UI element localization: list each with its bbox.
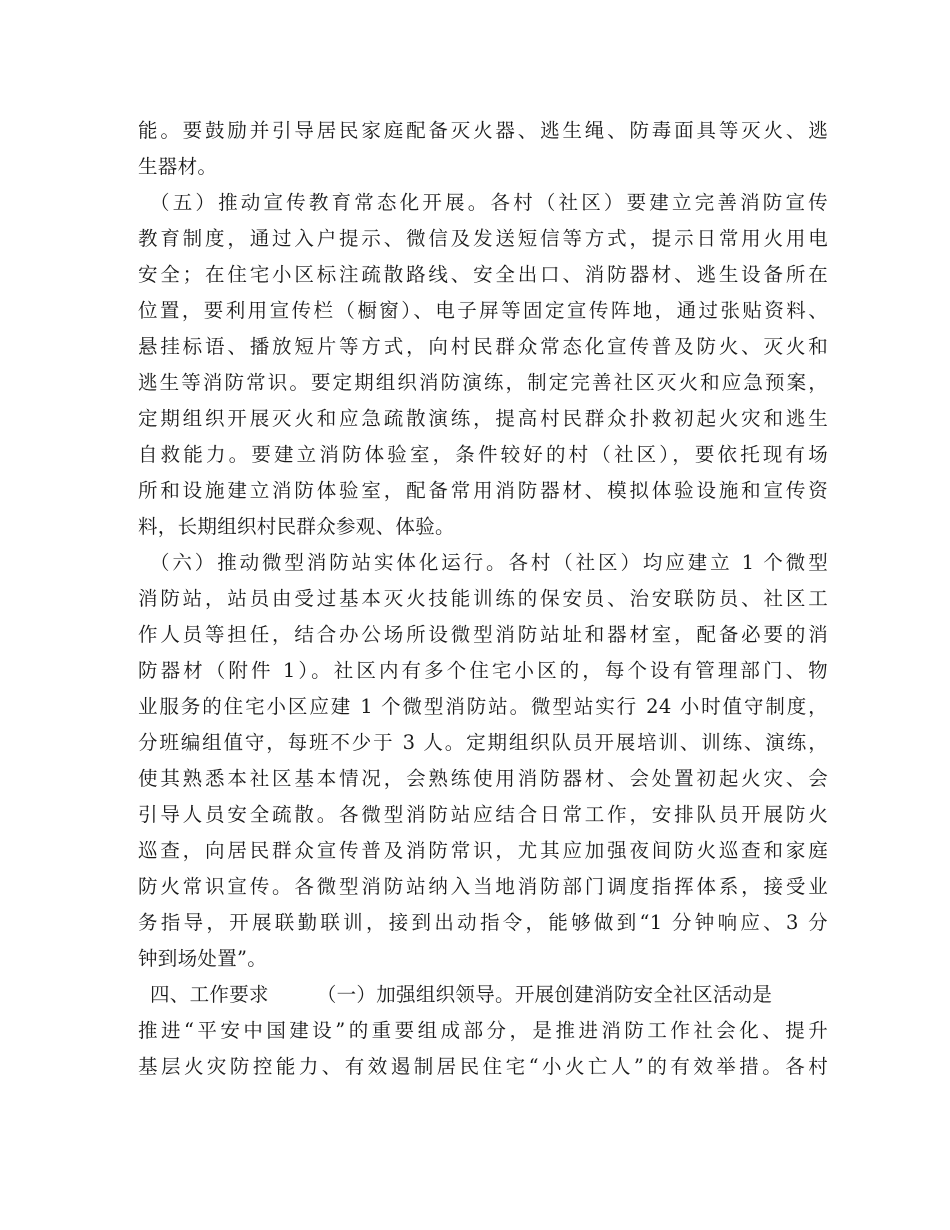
text-line: 所和设施建立消防体验室，配备常用消防器材、模拟体验设施和宣传资 <box>138 479 828 502</box>
text-line: 料，长期组织村民群众参观、体验。 <box>138 515 455 538</box>
section-heading: 四、工作要求 <box>150 983 269 1006</box>
text-line: 消防站，站员由受过基本灭火技能训练的保安员、治安联防员、社区工 <box>138 587 828 610</box>
text-line: 定期组织开展灭火和应急疏散演练，提高村民群众扑救初起火灾和逃生 <box>138 407 828 430</box>
text-line: 教育制度，通过入户提示、微信及发送短信等方式，提示日常用火用电 <box>138 227 828 250</box>
text-line: 推进“平安中国建设”的重要组成部分，是推进消防工作社会化、提升 <box>138 1019 828 1042</box>
text-line: 基层火灾防控能力、有效遏制居民住宅“小火亡人”的有效举措。各村 <box>138 1055 828 1078</box>
text-line: （五）推动宣传教育常态化开展。各村（社区）要建立完善消防宣传 <box>150 191 828 214</box>
text-segment: （一）加强组织领导。开展创建消防安全社区活动是 <box>316 983 773 1006</box>
text-line: 引导人员安全疏散。各微型消防站应结合日常工作，安排队员开展防火 <box>138 803 828 826</box>
text-line: 务指导，开展联勤联训，接到出动指令，能够做到“1 分钟响应、3 分 <box>138 911 828 934</box>
text-line: 巡查，向居民群众宣传普及消防常识，尤其应加强夜间防火巡查和家庭 <box>138 839 828 862</box>
text-line: 安全；在住宅小区标注疏散路线、安全出口、消防器材、逃生设备所在 <box>138 263 828 286</box>
text-line: 分班编组值守，每班不少于 3 人。定期组织队员开展培训、训练、演练， <box>138 731 828 754</box>
text-line: 作人员等担任，结合办公场所设微型消防站址和器材室，配备必要的消 <box>138 623 828 646</box>
paragraph-fire-equipment-end <box>138 113 828 185</box>
text-line: 自救能力。要建立消防体验室，条件较好的村（社区），要依托现有场 <box>138 443 828 466</box>
text-line: 位置，要利用宣传栏（橱窗）、电子屏等固定宣传阵地，通过张贴资料、 <box>138 299 828 322</box>
paragraph-publicity-education <box>138 185 828 545</box>
text-line: 逃生等消防常识。要定期组织消防演练，制定完善社区灭火和应急预案， <box>138 371 828 394</box>
text-line: 防火常识宣传。各微型消防站纳入当地消防部门调度指挥体系，接受业 <box>138 875 828 898</box>
text-line: 能。要鼓励并引导居民家庭配备灭火器、逃生绳、防毒面具等灭火、逃 <box>138 119 828 142</box>
document-body <box>138 113 828 1085</box>
text-line: （六）推动微型消防站实体化运行。各村（社区）均应建立 1 个微型 <box>150 551 828 574</box>
text-line: 生器材。 <box>138 155 218 178</box>
text-line: 业服务的住宅小区应建 1 个微型消防站。微型站实行 24 小时值守制度， <box>138 695 828 718</box>
text-line: 防器材（附件 1）。社区内有多个住宅小区的，每个设有管理部门、物 <box>138 659 828 682</box>
paragraph-work-requirements <box>138 977 828 1085</box>
paragraph-mini-fire-station <box>138 545 828 977</box>
text-line: 悬挂标语、播放短片等方式，向村民群众常态化宣传普及防火、灭火和 <box>138 335 828 358</box>
text-line: 钟到场处置”。 <box>138 947 268 970</box>
text-line: 使其熟悉本社区基本情况，会熟练使用消防器材、会处置初起火灾、会 <box>138 767 828 790</box>
text-line <box>138 977 828 1013</box>
